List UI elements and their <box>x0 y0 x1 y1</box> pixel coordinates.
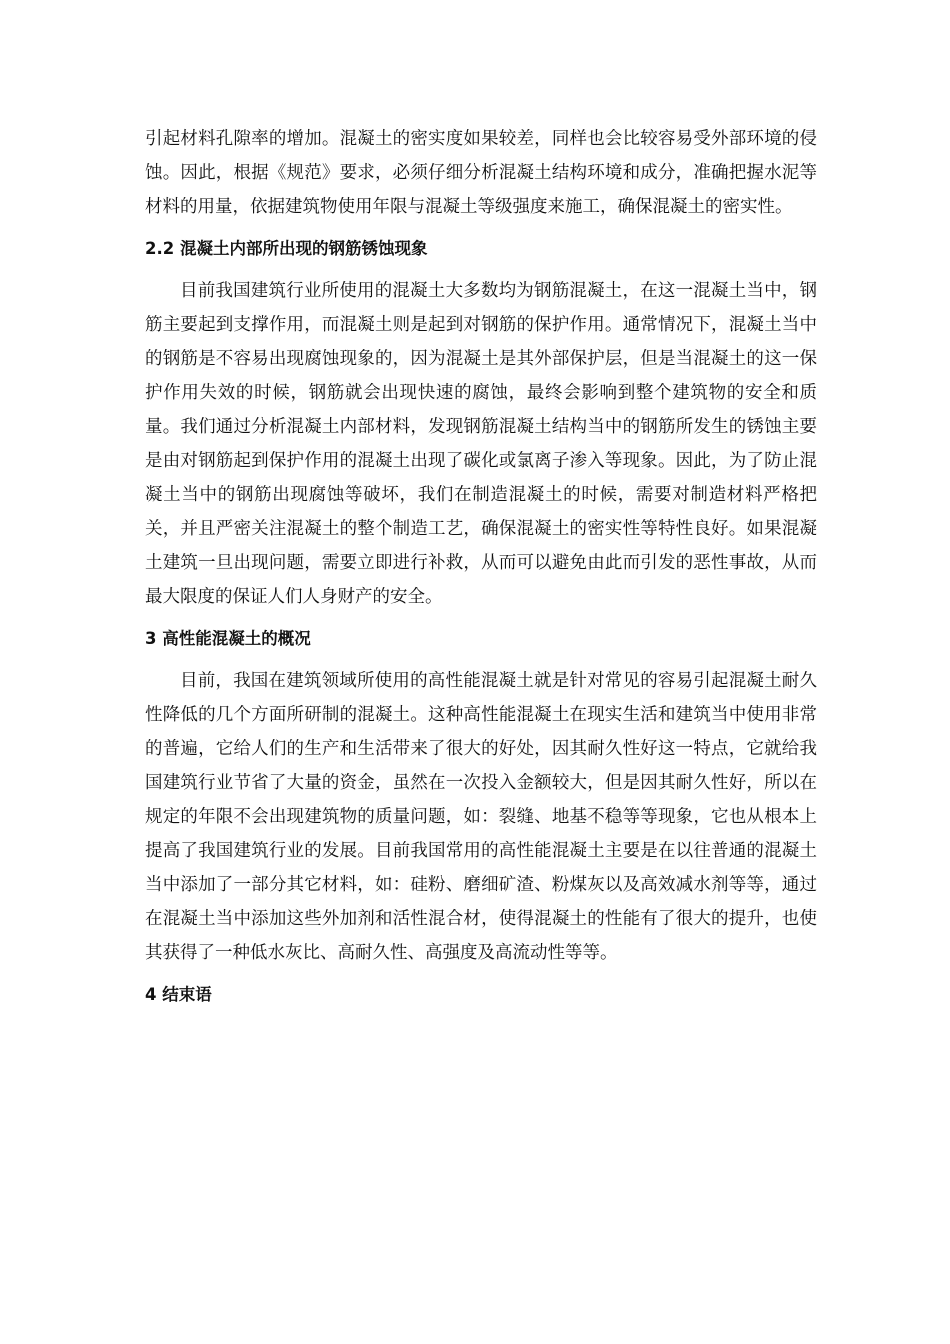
section-heading-4: 4 结束语 <box>145 985 212 1004</box>
section-heading-2-2: 2.2 混凝土内部所出现的钢筋锈蚀现象 <box>145 239 428 258</box>
section-heading-3: 3 高性能混凝土的概况 <box>145 629 311 648</box>
section-paragraph-2-2: 目前我国建筑行业所使用的混凝土大多数均为钢筋混凝土，在这一混凝土当中，钢筋主要起到支撑作用，而混凝土则是起到对钢筋的保护作用。通常情况下，混凝土当中的钢筋是不容易出现腐蚀现象的，因为混凝土是其外部保护层，但是当混凝土的这一保护作用失效的时候，钢筋就会出现快速的腐蚀，最终会影响到整个建筑物的安全和质量。我们通过分析混凝土内部材料，发现钢筋混凝土结构当中的钢筋所发生的锈蚀主要是由对钢筋起到保护作用的混凝土出现了碳化或氯离子渗入等现象。因此，为了防止混凝土当中的钢筋出现腐蚀等破坏，我们在制造混凝土的时候，需要对制造材料严格把关，并且严密关注混凝土的整个制造工艺，确保混凝土的密实性等特性良好。如果混凝土建筑一旦出现问题，需要立即进行补救，从而可以避免由此而引发的恶性事故，从而最大限度的保证人们人身财产的安全。 <box>145 281 817 607</box>
section-paragraph-3: 目前，我国在建筑领域所使用的高性能混凝土就是针对常见的容易引起混凝土耐久性降低的几个方面所研制的混凝土。这种高性能混凝土在现实生活和建筑当中使用非常的普遍，它给人们的生产和生活带来了很大的好处，因其耐久性好这一特点，它就给我国建筑行业节省了大量的资金，虽然在一次投入金额较大，但是因其耐久性好，所以在规定的年限不会出现建筑物的质量问题，如：裂缝、地基不稳等等现象，它也从根本上提高了我国建筑行业的发展。目前我国常用的高性能混凝土主要是在以往普通的混凝土当中添加了一部分其它材料，如：硅粉、磨细矿渣、粉煤灰以及高效减水剂等等，通过在混凝土当中添加这些外加剂和活性混合材，使得混凝土的性能有了很大的提升，也使其获得了一种低水灰比、高耐久性、高强度及高流动性等等。 <box>145 671 817 963</box>
intro-paragraph: 引起材料孔隙率的增加。混凝土的密实度如果较差，同样也会比较容易受外部环境的侵蚀。因此，根据《规范》要求，必须仔细分析混凝土结构环境和成分，准确把握水泥等材料的用量，依据建筑物使用年限与混凝土等级强度来施工，确保混凝土的密实性。 <box>145 129 817 217</box>
document-body <box>145 122 817 1020</box>
